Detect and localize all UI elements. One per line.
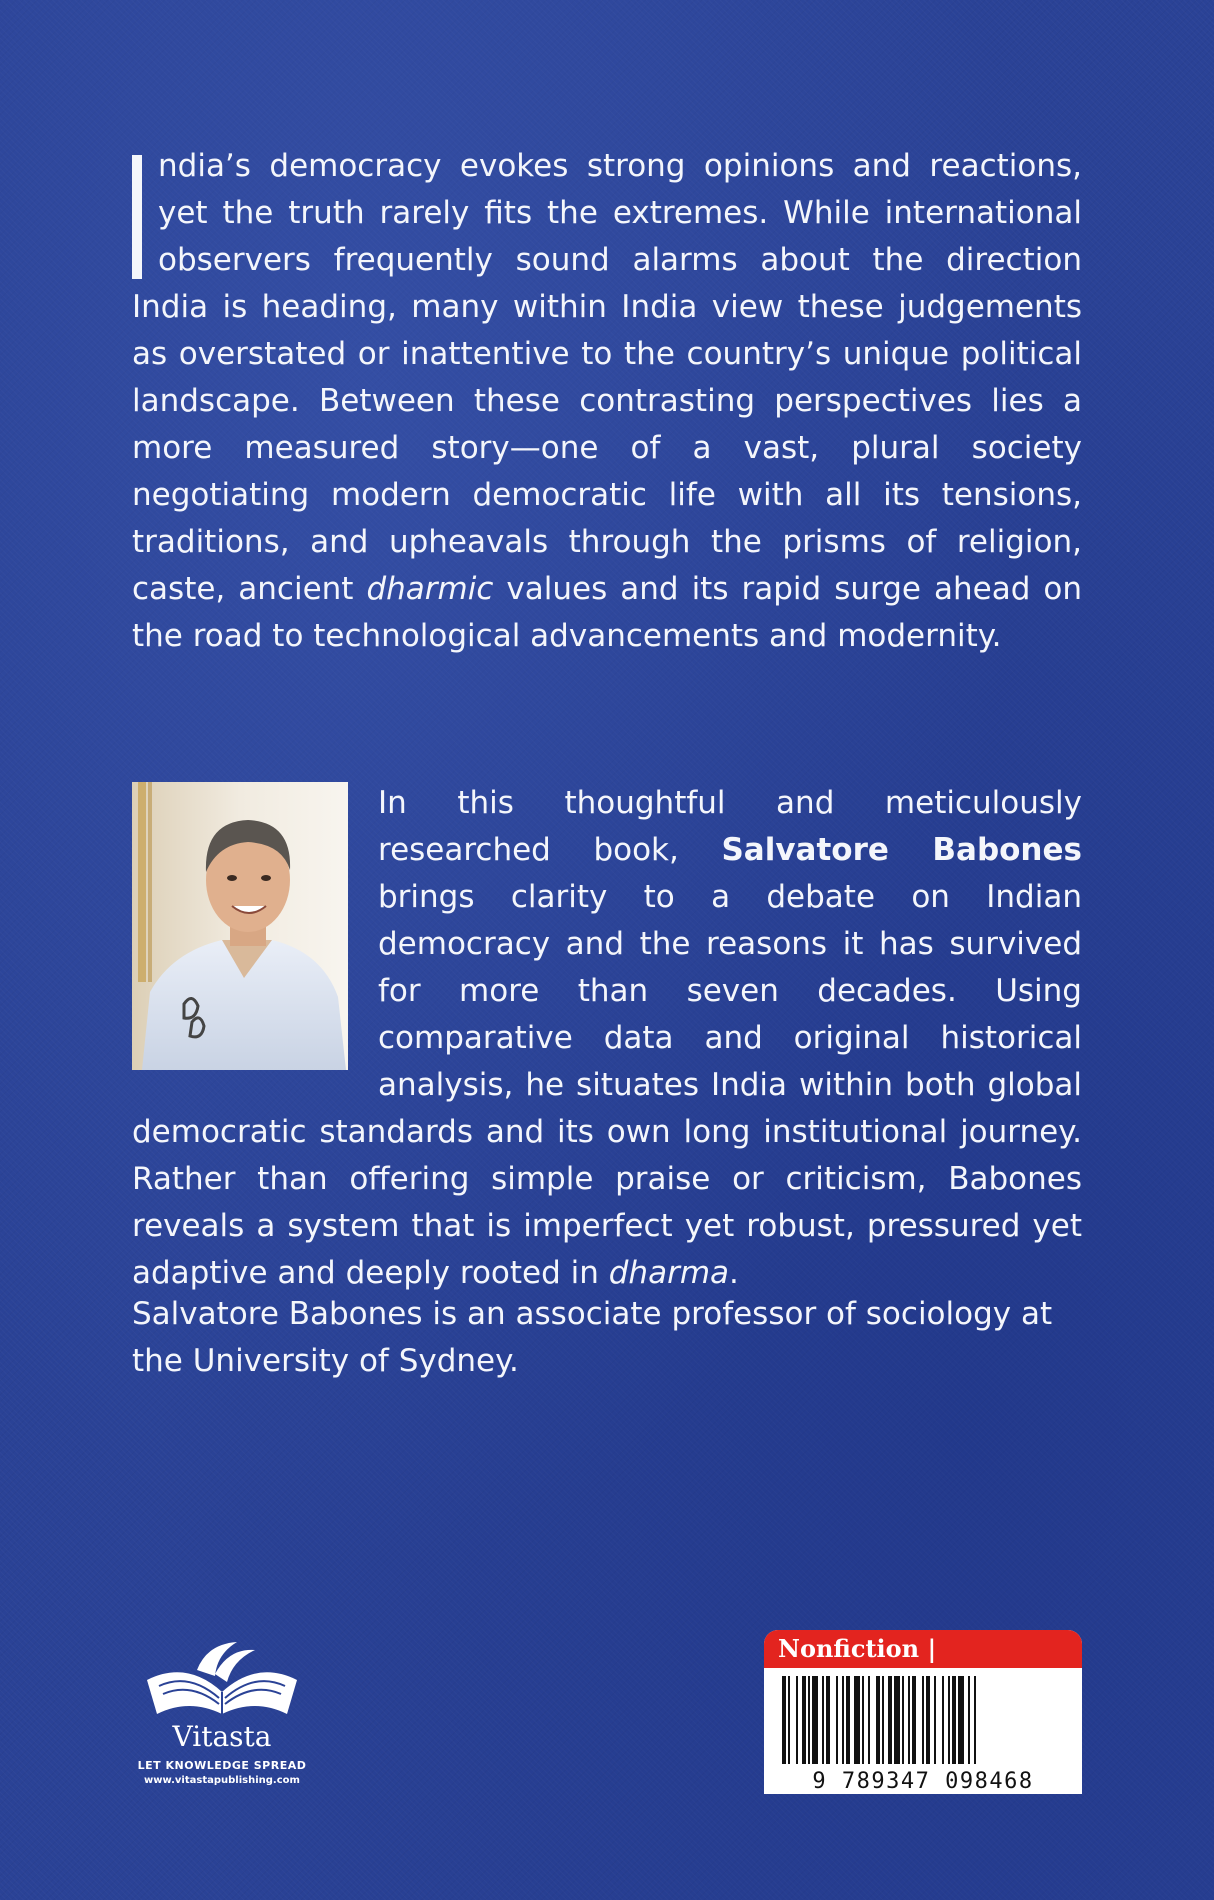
publisher-logo [129,1640,315,1800]
author-text-start: In this thoughtful and meticulously researched book, [378,785,1082,868]
genre-label: Nonfiction | [764,1630,1082,1668]
open-book-icon [137,1640,307,1718]
barcode-bar [846,1676,850,1768]
barcode-bar [926,1676,930,1768]
barcode-bar [842,1676,844,1768]
barcode-bar [908,1676,910,1768]
barcode-bar [826,1676,830,1768]
barcode-bar [802,1676,806,1768]
barcode-bar [922,1676,924,1768]
barcode-bar [952,1676,956,1768]
barcode-bar [934,1676,936,1768]
barcode-bar [868,1676,870,1768]
blurb-paragraph [132,143,1082,660]
barcode-bar [854,1676,860,1768]
barcode-bar [974,1676,976,1768]
barcode-bar [958,1676,964,1768]
isbn-barcode-box [764,1630,1082,1794]
barcode-graphic [764,1668,1082,1794]
author-italic-word: dharma [608,1255,730,1291]
author-photo [132,782,348,1070]
drop-cap-letter [132,155,142,279]
barcode-bar [912,1676,916,1768]
barcode-bar [948,1676,950,1768]
barcode-bar [888,1676,892,1768]
blurb-text-end: values and its rapid surge ahead on the road to technological advancements and modernity. [132,571,1082,654]
barcode-bar [894,1676,900,1768]
publisher-name: Vitasta [172,1720,272,1753]
barcode-bar [822,1676,824,1768]
barcode-bar [876,1676,880,1768]
publisher-url: www.vitastapublishing.com [144,1775,300,1786]
barcode-bar [788,1676,790,1768]
barcode-bar [796,1676,798,1768]
blurb-italic-word: dharmic [366,571,494,607]
barcode-bar [862,1676,864,1768]
barcode-bar [882,1676,884,1768]
barcode-bar [812,1676,818,1768]
author-bio: Salvatore Babones is an associate professor of sociology at the University of Sydney. [132,1296,1053,1379]
barcode-bar [836,1676,838,1768]
blurb-text-start: ndia’s democracy evokes strong opinions and reactions, yet the truth rarely fits the extremes. While international observers frequently sound alarms about the direction India is heading, many within India view these judgements as overstated or inattentive to the country’s unique political landscape. Between these contrasting perspectives lies a more measured story—one of a vast, plural society negotiating modern democratic life with all its tensions, traditions, and upheavals through the prisms of religion, caste, ancient [132,148,1082,607]
publisher-tagline: LET KNOWLEDGE SPREAD [137,1759,307,1772]
isbn-number: 9 789347 098468 [812,1769,1034,1794]
author-name: Salvatore Babones [721,832,1082,868]
barcode-bar [968,1676,970,1768]
author-text-end: . [729,1255,739,1291]
barcode-bar [902,1676,904,1768]
barcode-bar [808,1676,810,1768]
barcode-bar [942,1676,944,1768]
barcode-bar [782,1676,786,1768]
author-text-middle: brings clarity to a debate on Indian democracy and the reasons it has survived for more than seven decades. Using comparative data and original historical analysis, he situates India within both global democratic standards and its own long institutional journey. Rather than offering simple praise or criticism, Babones reveals a system that is imperfect yet robust, pressured yet adaptive and deeply rooted in [132,879,1082,1291]
author-paragraph [132,780,1082,1297]
